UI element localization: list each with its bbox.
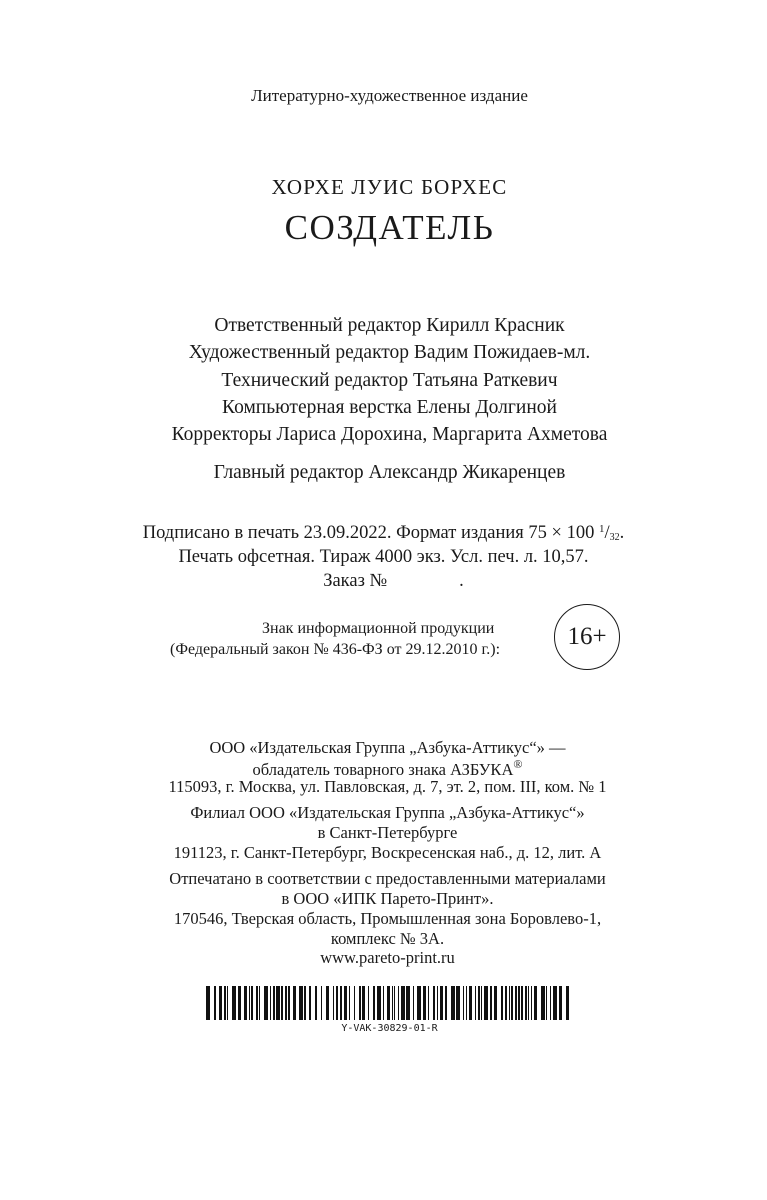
- barcode-icon: [206, 986, 572, 1020]
- publisher-line: 191123, г. Санкт-Петербург, Воскресенская наб., д. 12, лит. А: [173, 843, 602, 862]
- trademark-text: обладатель товарного знака АЗБУКА: [252, 760, 514, 779]
- edition-type: Литературно-художественное издание: [251, 86, 528, 105]
- chief-editor: Главный редактор Александр Жикаренцев: [213, 462, 566, 483]
- printer-website: www.pareto-print.ru: [320, 948, 455, 967]
- credit-line: Компьютерная верстка Елены Долгиной: [222, 397, 557, 418]
- format-fraction-denominator: 32: [609, 532, 620, 543]
- publisher-line: в Санкт-Петербурге: [317, 823, 458, 842]
- age-rating-badge: [554, 604, 620, 670]
- printer-line: комплекс № 3А.: [330, 929, 445, 948]
- age-rating-text: 16+: [567, 623, 607, 650]
- info-sign-law: (Федеральный закон № 436-ФЗ от 29.12.2010 г.):: [170, 641, 501, 658]
- format-line-end: .: [619, 523, 625, 543]
- printer-line: в ООО «ИПК Парето-Принт».: [281, 889, 494, 908]
- publisher-line: Филиал ООО «Издательская Группа „Азбука-Аттикус“»: [190, 803, 585, 822]
- author-name: ХОРХЕ ЛУИС БОРХЕС: [271, 175, 508, 199]
- format-fraction-numerator: 1: [599, 523, 605, 535]
- barcode-text: Y-VAK-30829-01-R: [341, 1023, 438, 1034]
- format-fraction-slash: /: [604, 523, 610, 543]
- order-line: [10, 571, 767, 592]
- imprint-print-line: Печать офсетная. Тираж 4000 экз. Усл. печ. л. 10,57.: [178, 547, 589, 567]
- credit-line: Художественный редактор Вадим Пожидаев-мл.: [188, 342, 591, 363]
- credit-line: Ответственный редактор Кирилл Красник: [214, 315, 565, 336]
- info-sign-label: Знак информационной продукции: [262, 620, 495, 637]
- credit-line: Технический редактор Татьяна Раткевич: [221, 370, 558, 391]
- order-label: Заказ №: [323, 571, 388, 591]
- registered-mark-icon: ®: [513, 757, 523, 771]
- imprint-format-line: [0, 523, 767, 544]
- imprint-format-text: Подписано в печать 23.09.2022. Формат издания 75 × 100: [142, 523, 599, 543]
- publisher-line: 115093, г. Москва, ул. Павловская, д. 7, эт. 2, пом. III, ком. № 1: [168, 777, 607, 796]
- publisher-line: ООО «Издательская Группа „Азбука-Аттикус“» —: [209, 738, 566, 757]
- printer-line: 170546, Тверская область, Промышленная зона Боровлево-1,: [173, 909, 602, 928]
- printer-line: Отпечатано в соответствии с предоставленными материалами: [169, 869, 606, 888]
- order-end: .: [459, 571, 464, 591]
- credit-line: Корректоры Лариса Дорохина, Маргарита Ахметова: [171, 424, 608, 445]
- book-title: СОЗДАТЕЛЬ: [284, 208, 495, 247]
